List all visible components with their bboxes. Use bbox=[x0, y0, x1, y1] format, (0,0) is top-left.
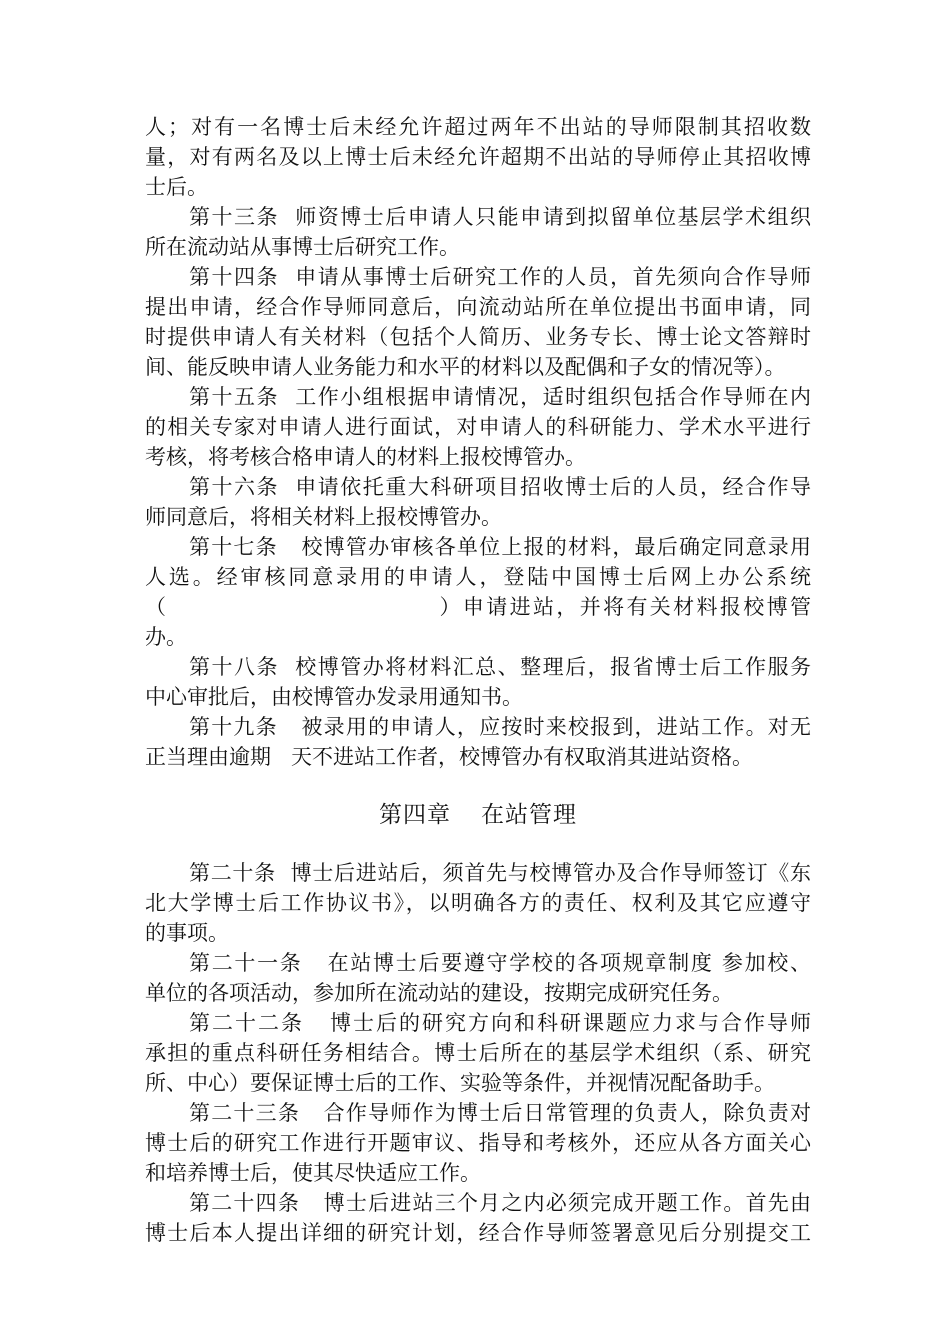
article-17-line: 办。 bbox=[145, 625, 187, 649]
article-24-line: 博士后本人提出详细的研究计划，经合作导师签署意见后分别提交工 bbox=[145, 1221, 811, 1245]
chapter-heading bbox=[145, 800, 811, 830]
article-19-line: 第十九条 被录用的申请人，应按时来校报到，进站工作。对无 bbox=[189, 715, 811, 739]
article-22-line: 第二十二条 博士后的研究方向和科研课题应力求与合作导师 bbox=[189, 1011, 811, 1035]
article-23-line: 博士后的研究工作进行开题审议、指导和考核外，还应从各方面关心 bbox=[145, 1131, 811, 1155]
article-17-line: （ ）申请进站，并将有关材料报校博管 bbox=[145, 595, 811, 619]
article-13-line: 所在流动站从事博士后研究工作。 bbox=[145, 235, 460, 259]
article-15-line: 第十五条 工作小组根据申请情况，适时组织包括合作导师在内 bbox=[189, 385, 811, 409]
article-14-line: 提出申请，经合作导师同意后，向流动站所在单位提出书面申请，同 bbox=[145, 295, 811, 319]
article-24-line: 第二十四条 博士后进站三个月之内必须完成开题工作。首先由 bbox=[189, 1191, 811, 1215]
article-20-line: 的事项。 bbox=[145, 921, 229, 945]
article-18-line: 中心审批后，由校博管办发录用通知书。 bbox=[145, 685, 523, 709]
paragraph-line: 人；对有一名博士后未经允许超过两年不出站的导师限制其招收数 bbox=[145, 115, 811, 139]
article-16-line: 师同意后，将相关材料上报校博管办。 bbox=[145, 505, 502, 529]
article-18-line: 第十八条 校博管办将材料汇总、整理后，报省博士后工作服务 bbox=[189, 655, 811, 679]
article-20-line: 北大学博士后工作协议书》，以明确各方的责任、权利及其它应遵守 bbox=[145, 891, 811, 915]
document-page bbox=[145, 112, 811, 1248]
chapter-title: 在站管理 bbox=[481, 802, 577, 828]
article-19-line: 正当理由逾期 天不进站工作者，校博管办有权取消其进站资格。 bbox=[145, 745, 754, 769]
article-13-line: 第十三条 师资博士后申请人只能申请到拟留单位基层学术组织 bbox=[189, 205, 811, 229]
article-21-line: 第二十一条 在站博士后要遵守学校的各项规章制度 参加校、 bbox=[189, 951, 811, 975]
chapter-number: 第四章 bbox=[379, 802, 451, 828]
article-23-line: 第二十三条 合作导师作为博士后日常管理的负责人，除负责对 bbox=[189, 1101, 811, 1125]
article-15-line: 的相关专家对申请人进行面试，对申请人的科研能力、学术水平进行 bbox=[145, 415, 811, 439]
paragraph-line: 量，对有两名及以上博士后未经允许超期不出站的导师停止其招收博 bbox=[145, 145, 811, 169]
article-20-line: 第二十条 博士后进站后，须首先与校博管办及合作导师签订《东 bbox=[189, 861, 811, 885]
article-14-line: 第十四条 申请从事博士后研究工作的人员，首先须向合作导师 bbox=[189, 265, 811, 289]
article-15-line: 考核，将考核合格申请人的材料上报校博管办。 bbox=[145, 445, 586, 469]
article-17-line: 人选。经审核同意录用的申请人，登陆中国博士后网上办公系统 bbox=[145, 565, 811, 589]
article-22-line: 承担的重点科研任务相结合。博士后所在的基层学术组织（系、研究 bbox=[145, 1041, 811, 1065]
article-22-line: 所、中心）要保证博士后的工作、实验等条件，并视情况配备助手。 bbox=[145, 1071, 775, 1095]
article-23-line: 和培养博士后，使其尽快适应工作。 bbox=[145, 1161, 481, 1185]
article-21-line: 单位的各项活动，参加所在流动站的建设，按期完成研究任务。 bbox=[145, 981, 733, 1005]
article-17-line: 第十七条 校博管办审核各单位上报的材料，最后确定同意录用 bbox=[189, 535, 811, 559]
article-16-line: 第十六条 申请依托重大科研项目招收博士后的人员，经合作导 bbox=[189, 475, 811, 499]
article-14-line: 间、能反映申请人业务能力和水平的材料以及配偶和子女的情况等）。 bbox=[145, 355, 786, 379]
paragraph-line: 士后。 bbox=[145, 175, 208, 199]
article-14-line: 时提供申请人有关材料（包括个人简历、业务专长、博士论文答辩时 bbox=[145, 325, 811, 349]
